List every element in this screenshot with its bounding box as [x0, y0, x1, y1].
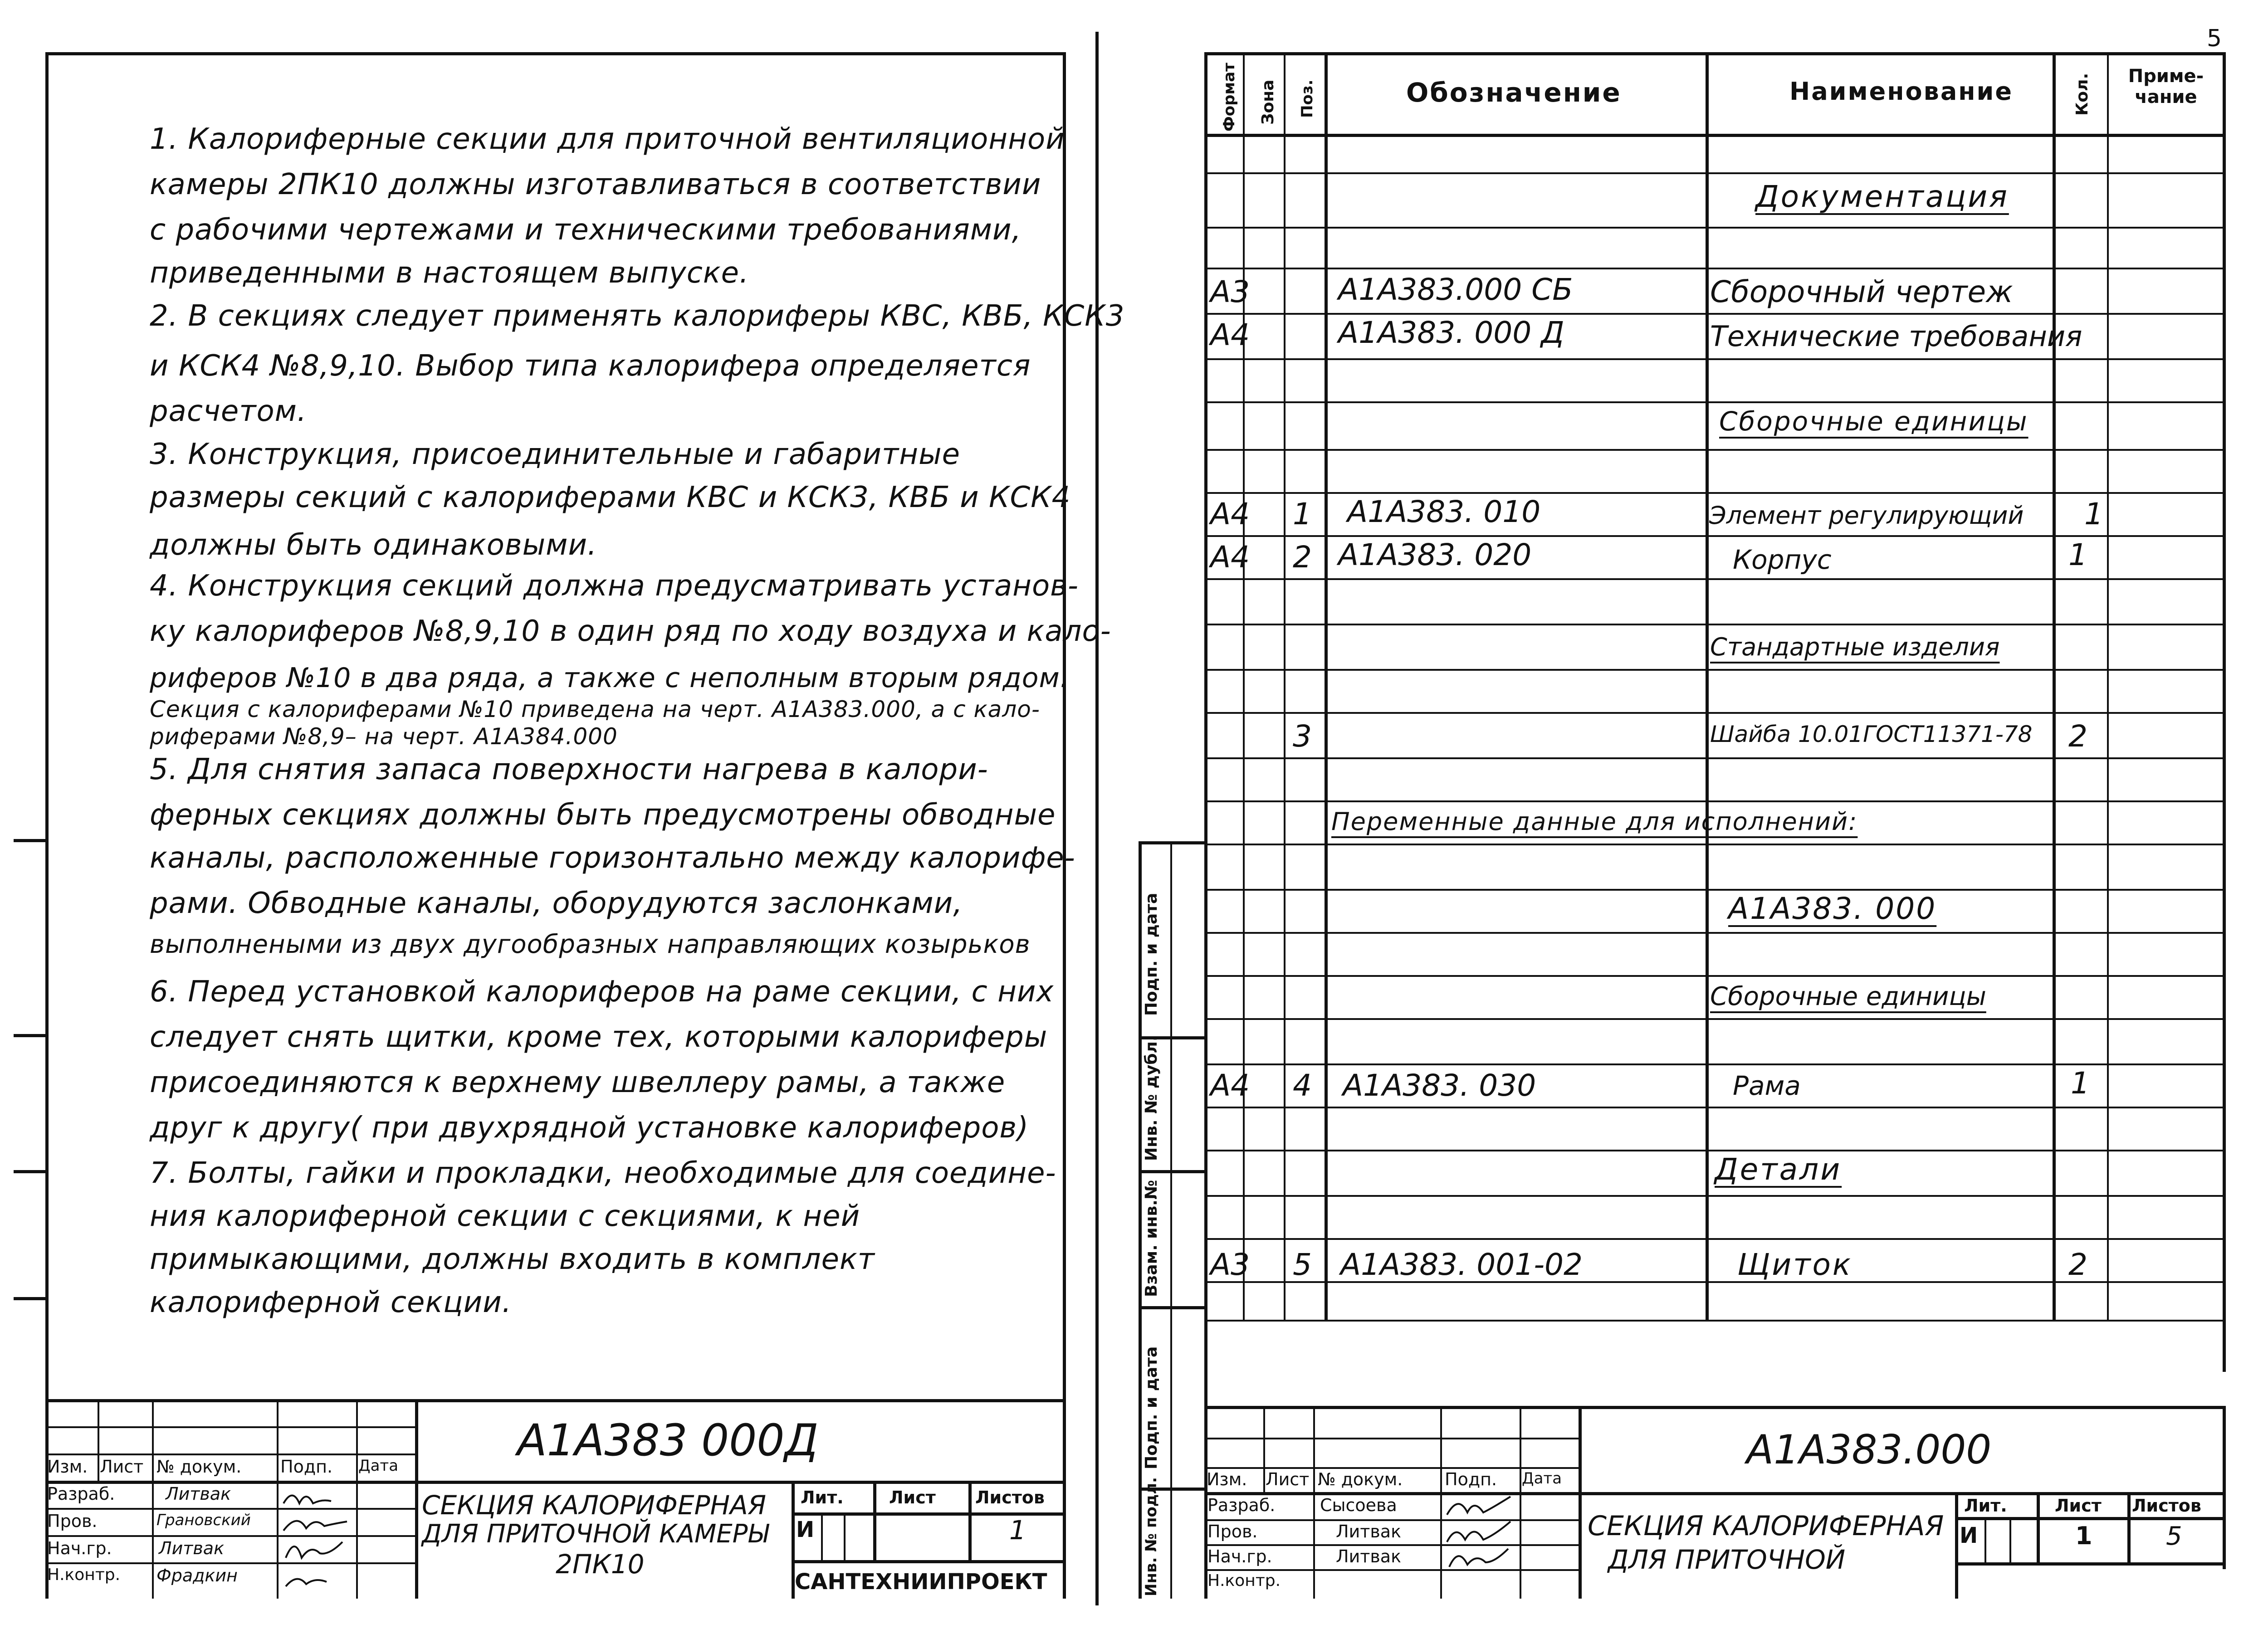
row-format: А3	[1210, 1247, 1250, 1282]
lit-label: Лит.	[1964, 1496, 2007, 1516]
note-line: 2. В секциях следует применять калориферы КВС, КВБ, КСК3	[150, 299, 1125, 333]
note-line: рами. Обводные каналы, оборудуются заслонками,	[150, 887, 963, 920]
role-group-head: Нач.гр.	[1207, 1546, 1272, 1566]
grid-line	[45, 1454, 415, 1455]
row-name: Технические требования	[1710, 320, 2082, 353]
grid-line	[821, 1512, 823, 1560]
row-format: А4	[1210, 317, 1250, 352]
section-heading: А1А383. 000	[1728, 891, 1937, 926]
right-title-line: СЕКЦИЯ КАЛОРИФЕРНАЯ	[1588, 1510, 1944, 1542]
name-checker: Литвак	[1336, 1522, 1402, 1541]
binding-mark	[14, 1170, 45, 1173]
row-qty: 1	[2068, 537, 2087, 572]
note-line: расчетом.	[150, 395, 307, 428]
row-format: А4	[1210, 540, 1250, 575]
grid-line	[415, 1399, 418, 1599]
note-line: 6. Перед установкой калориферов на раме секции, с них	[150, 975, 1054, 1009]
stamp-label: Подп. и дата	[1142, 893, 1161, 1016]
grid-line	[968, 1481, 972, 1560]
note-line: каналы, расположенные горизонтально между калорифе-	[150, 841, 1075, 875]
note-line: ния калориферной секции с секциями, к ней	[150, 1200, 860, 1233]
note-line: друг к другу( при двухрядной установке калориферов)	[150, 1111, 1029, 1145]
role-developer: Разраб.	[1207, 1495, 1276, 1515]
col-header-doc: № докум.	[1318, 1469, 1403, 1489]
role-developer: Разраб.	[47, 1484, 115, 1504]
signature-marks	[1445, 1494, 1517, 1599]
header-zone: Зона	[1259, 79, 1277, 125]
row-name: Шайба 10.01ГОСТ11371-78	[1710, 721, 2033, 747]
grid-line	[277, 1399, 279, 1599]
section-heading: Стандартные изделия	[1710, 633, 2000, 661]
left-doc-number: А1А383 000Д	[517, 1415, 819, 1466]
right-sheet-right-border	[2223, 52, 2226, 1372]
stamp-label: Инв. № дубл.	[1142, 1035, 1161, 1161]
note-line: и КСК4 №8,9,10. Выбор типа калорифера определяется	[150, 349, 1031, 383]
right-sheet-left-border	[1204, 52, 1207, 1599]
row-name: Рама	[1733, 1070, 1801, 1101]
col-header-list: Лист	[1266, 1469, 1310, 1489]
note-line: присоединяются к верхнему швеллеру рамы, а также	[150, 1066, 1006, 1099]
sheet-gutter-line	[1095, 32, 1099, 1605]
row-format: А3	[1210, 274, 1250, 309]
note-line: следует снять щитки, кроме тех, которыми калориферы	[150, 1020, 1048, 1054]
row-pos: 2	[1293, 540, 1312, 575]
header-qty: Кол.	[2073, 73, 2092, 116]
lit-value: И	[1960, 1523, 1978, 1548]
right-doc-number: А1А383.000	[1746, 1426, 1992, 1473]
col-header-date: Дата	[358, 1457, 399, 1475]
organization: САНТЕХНИИПРОЕКТ	[795, 1569, 1047, 1595]
signature-marks	[281, 1483, 354, 1596]
role-norm-control: Н.контр.	[47, 1566, 121, 1584]
col-header-izm: Изм.	[1207, 1469, 1247, 1489]
col-header-date: Дата	[1522, 1469, 1562, 1488]
row-name: Сборочный чертеж	[1710, 274, 2013, 309]
title-block-top-line	[45, 1399, 1064, 1402]
note-line: 3. Конструкция, присоединительные и габаритные	[150, 438, 960, 471]
note-line: риферов №10 в два ряда, а также с неполным вторым рядом.	[150, 662, 1069, 694]
name-norm-control: Фрадкин	[156, 1566, 238, 1585]
left-title-line: ДЛЯ ПРИТОЧНОЙ КАМЕРЫ	[422, 1519, 769, 1549]
lit-value: И	[796, 1517, 815, 1542]
role-checker: Пров.	[1207, 1522, 1258, 1541]
grid-line	[792, 1560, 1064, 1563]
grid-line	[1243, 52, 1245, 1320]
note-line: выполнеными из двух дугообразных направляющих козырьков	[150, 930, 1031, 959]
col-header-izm: Изм.	[47, 1457, 88, 1477]
name-checker: Грановский	[156, 1511, 251, 1529]
grid-line	[844, 1512, 846, 1560]
grid-line	[1706, 52, 1709, 1320]
row-designation: А1А383. 010	[1347, 494, 1541, 529]
grid-line	[1284, 52, 1286, 1320]
section-heading: Детали	[1715, 1152, 1842, 1187]
grid-line	[792, 1481, 795, 1599]
row-designation: А1А383. 020	[1338, 537, 1532, 572]
stamp-label: Взам. инв.№	[1142, 1180, 1161, 1297]
grid-line	[45, 1508, 415, 1510]
note-line: 4. Конструкция секций должна предусматривать установ-	[150, 569, 1079, 603]
note-line: примыкающими, должны входить в комплект	[150, 1243, 875, 1276]
right-title-line: ДЛЯ ПРИТОЧНОЙ	[1608, 1544, 1846, 1575]
role-group-head: Нач.гр.	[47, 1538, 112, 1558]
section-heading: Сборочные единицы	[1710, 982, 1986, 1011]
name-developer: Литвак	[166, 1484, 231, 1504]
note-line: риферами №8,9– на черт. А1А384.000	[150, 723, 618, 750]
note-line: 5. Для снятия запаса поверхности нагрева в калори-	[150, 753, 988, 786]
right-sheet-top-border	[1204, 52, 2226, 55]
header-note: Приме-чание	[2128, 66, 2204, 107]
row-pos: 1	[1293, 497, 1312, 532]
grid-line	[2053, 52, 2056, 1320]
note-line: 7. Болты, гайки и прокладки, необходимые для соедине-	[150, 1156, 1056, 1190]
col-header-doc: № докум.	[156, 1457, 242, 1477]
row-qty: 1	[2084, 497, 2103, 532]
row-designation: А1А383. 030	[1343, 1068, 1536, 1103]
note-line: Секция с калориферами №10 приведена на черт. А1А383.000, а с кало-	[150, 696, 1040, 722]
left-title-line: 2ПК10	[556, 1549, 645, 1580]
row-name: Элемент регулирующий	[1709, 501, 2024, 530]
grid-line	[873, 1481, 876, 1560]
grid-line	[45, 1562, 415, 1564]
header-pos: Поз.	[1298, 79, 1316, 118]
row-qty: 1	[2071, 1066, 2090, 1101]
note-line: калориферной секции.	[150, 1286, 512, 1319]
row-format: А4	[1210, 1068, 1250, 1103]
grid-line	[2107, 52, 2109, 1320]
grid-line	[152, 1399, 154, 1599]
row-name: Щиток	[1737, 1247, 1853, 1282]
left-title-line: СЕКЦИЯ КАЛОРИФЕРНАЯ	[422, 1490, 767, 1521]
row-designation: А1А383. 000 Д	[1338, 315, 1564, 350]
stamp-label: Подп. и дата	[1142, 1346, 1161, 1469]
sheet-label: Лист	[2055, 1496, 2102, 1516]
grid-line	[45, 1426, 415, 1428]
note-line: камеры 2ПК10 должны изготавливаться в соответствии	[150, 168, 1041, 201]
header-designation: Обозначение	[1406, 77, 1622, 108]
note-line: ферных секциях должны быть предусмотрены обводные	[150, 798, 1056, 832]
name-group-head: Литвак	[1336, 1546, 1402, 1566]
col-header-sign: Подп.	[280, 1457, 333, 1477]
page-number: 5	[2207, 25, 2222, 52]
section-heading: Сборочные единицы	[1719, 406, 2028, 437]
sheets-value: 5	[2166, 1522, 2182, 1551]
row-designation: А1А383. 001-02	[1340, 1247, 1583, 1282]
header-name: Наименование	[1789, 77, 2014, 106]
note-line: размеры секций с калориферами КВС и КСК3, КВБ и КСК4	[150, 481, 1071, 514]
note-line: ку калориферов №8,9,10 в один ряд по ходу воздуха и кало-	[150, 615, 1111, 648]
header-format: Формат	[1220, 63, 1238, 132]
row-pos: 5	[1293, 1247, 1312, 1282]
row-pos: 4	[1293, 1068, 1312, 1103]
grid-line	[356, 1399, 358, 1599]
note-line: приведенными в настоящем выпуске.	[150, 256, 749, 290]
left-sheet-right-border	[1063, 52, 1066, 1599]
grid-line	[1325, 52, 1328, 1320]
grid-line	[45, 1481, 415, 1484]
stamp-label: Инв. № подл.	[1142, 1477, 1160, 1596]
row-name: Корпус	[1733, 544, 1832, 575]
header-bottom-line	[1204, 134, 2226, 137]
section-heading: Переменные данные для исполнений:	[1331, 807, 1858, 836]
grid-line	[98, 1399, 99, 1481]
sheets-value: 1	[1009, 1515, 1026, 1546]
name-group-head: Литвак	[159, 1538, 225, 1558]
sheet-value: 1	[2075, 1522, 2092, 1550]
note-line: должны быть одинаковыми.	[150, 528, 597, 562]
sheets-label: Листов	[975, 1488, 1045, 1507]
binding-mark	[14, 839, 45, 842]
binding-mark	[14, 1297, 45, 1300]
row-pos: 3	[1293, 719, 1312, 754]
note-line: с рабочими чертежами и техническими требованиями,	[150, 213, 1022, 247]
sheet-label: Лист	[889, 1488, 936, 1507]
binding-mark	[14, 1034, 45, 1037]
lit-label: Лит.	[801, 1488, 844, 1507]
role-norm-control: Н.контр.	[1207, 1571, 1281, 1590]
grid-line	[415, 1481, 1064, 1484]
sheets-label: Листов	[2132, 1496, 2201, 1516]
role-checker: Пров.	[47, 1511, 98, 1531]
section-heading: Документация	[1755, 179, 2009, 214]
row-designation: А1А383.000 СБ	[1338, 272, 1573, 307]
row-qty: 2	[2068, 1247, 2087, 1282]
col-header-sign: Подп.	[1445, 1469, 1497, 1489]
row-qty: 2	[2068, 719, 2087, 754]
row-format: А4	[1210, 497, 1250, 532]
name-developer: Сысоева	[1320, 1495, 1397, 1515]
col-header-list: Лист	[100, 1457, 144, 1477]
note-line: 1. Калориферные секции для приточной вентиляционной	[150, 122, 1065, 156]
grid-line	[45, 1535, 415, 1537]
